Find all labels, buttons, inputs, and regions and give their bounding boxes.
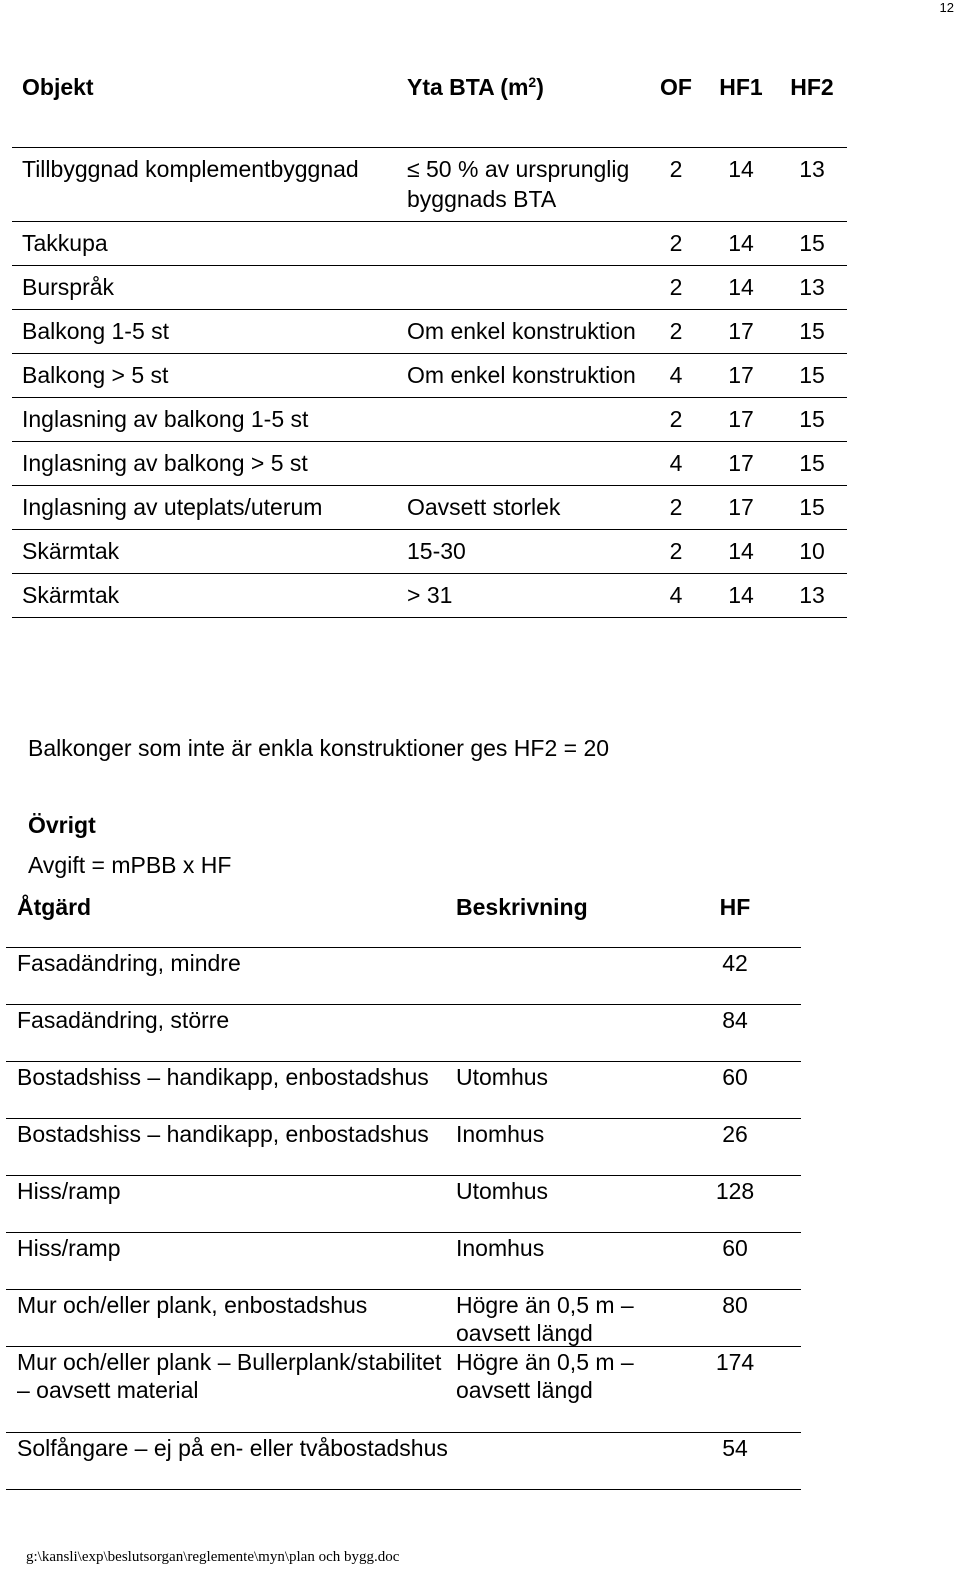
cell-yta: 15-30 [407,538,466,564]
table-row [12,574,847,618]
cell-hf1: 17 [728,494,754,520]
cell-objekt: Tillbyggnad komplementbyggnad [22,156,359,182]
cell-of: 2 [669,538,683,564]
cell-yta: Om enkel konstruktion [407,362,636,388]
cell-hf1: 17 [728,318,754,344]
cell-hf: 174 [715,1349,755,1375]
page-number: 12 [939,0,954,15]
cell-of: 2 [669,230,683,256]
header-hf1: HF1 [719,74,763,100]
cell-objekt: Skärmtak [22,538,120,564]
table-body [6,948,801,1490]
file-path-footer: g:\kansli\exp\beslutsorgan\reglemente\myn\plan och bygg.doc [26,1549,400,1565]
fee-table-objects [12,62,847,618]
table-header [6,890,801,948]
cell-beskrivning: Inomhus [456,1235,545,1261]
cell-objekt: Inglasning av balkong 1-5 st [22,406,309,432]
cell-yta [407,398,647,441]
cell-hf2: 15 [799,494,825,520]
cell-objekt: Inglasning av uteplats/uterum [22,494,323,520]
table-header [12,62,847,148]
table-row [12,310,847,354]
cell-hf1: 17 [728,450,754,476]
cell-hf: 60 [722,1235,748,1261]
cell-beskrivning: Högre än 0,5 m – oavsett längd [456,1349,634,1403]
table-row [6,1176,801,1233]
cell-yta: ≤ 50 % av ursprunglig byggnads BTA [407,156,630,212]
cell-beskrivning: Inomhus [456,1121,545,1147]
cell-of: 2 [669,274,683,300]
header-of: OF [660,74,692,100]
table-row [6,1233,801,1290]
cell-hf1: 17 [728,406,754,432]
cell-atgard: Fasadändring, större [17,1007,230,1033]
table-row [12,442,847,486]
table-body [12,148,847,618]
cell-hf: 42 [722,950,748,976]
cell-atgard: Solfångare – ej på en- eller tvåbostadshus [17,1435,448,1461]
cell-hf1: 17 [728,362,754,388]
cell-beskrivning [456,1433,691,1489]
header-objekt: Objekt [22,74,94,100]
table-row [6,948,801,1005]
cell-objekt: Inglasning av balkong > 5 st [22,450,308,476]
cell-hf2: 15 [799,230,825,256]
table-row [6,1347,801,1433]
cell-hf: 80 [722,1292,748,1318]
table-row [12,148,847,222]
cell-objekt: Balkong > 5 st [22,362,169,388]
table-row [6,1005,801,1062]
cell-hf1: 14 [728,582,754,608]
cell-hf1: 14 [728,230,754,256]
cell-beskrivning: Utomhus [456,1064,549,1090]
table-row [12,222,847,266]
cell-hf1: 14 [728,274,754,300]
fee-formula: Avgift = mPBB x HF [28,852,232,878]
cell-objekt: Burspråk [22,274,115,300]
header-beskrivning: Beskrivning [456,894,588,920]
table-row [12,530,847,574]
table-row [6,1062,801,1119]
cell-beskrivning [456,1005,691,1061]
cell-atgard: Hiss/ramp [17,1178,121,1204]
cell-hf: 128 [715,1178,755,1204]
cell-hf2: 13 [799,582,825,608]
cell-hf2: 13 [799,274,825,300]
table-row [12,486,847,530]
cell-hf2: 15 [799,450,825,476]
cell-of: 4 [669,450,683,476]
cell-yta [407,266,647,309]
cell-hf: 60 [722,1064,748,1090]
table-row [12,398,847,442]
cell-beskrivning [456,948,691,1004]
header-hf2: HF2 [790,74,834,100]
cell-objekt: Skärmtak [22,582,120,608]
table-row [12,354,847,398]
table-row [6,1119,801,1176]
cell-of: 2 [669,406,683,432]
cell-atgard: Mur och/eller plank – Bullerplank/stabilitet – oavsett material [17,1349,442,1403]
cell-yta: > 31 [407,582,453,608]
cell-hf: 84 [722,1007,748,1033]
cell-hf2: 15 [799,362,825,388]
balcony-note: Balkonger som inte är enkla konstruktioner ges HF2 = 20 [28,735,610,761]
cell-hf2: 10 [799,538,825,564]
cell-of: 2 [669,318,683,344]
fee-table-measures [6,890,801,1490]
cell-hf: 54 [722,1435,748,1461]
cell-objekt: Takkupa [22,230,108,256]
cell-beskrivning: Utomhus [456,1178,549,1204]
cell-yta: Oavsett storlek [407,494,561,520]
cell-hf2: 13 [799,156,825,182]
cell-of: 4 [669,582,683,608]
cell-of: 2 [669,156,683,182]
cell-hf: 26 [722,1121,748,1147]
cell-atgard: Hiss/ramp [17,1235,121,1261]
cell-atgard: Mur och/eller plank, enbostadshus [17,1292,368,1318]
cell-hf1: 14 [728,538,754,564]
header-atgard: Åtgärd [17,894,92,920]
cell-atgard: Bostadshiss – handikapp, enbostadshus [17,1064,429,1090]
cell-objekt: Balkong 1-5 st [22,318,170,344]
cell-beskrivning: Högre än 0,5 m – oavsett längd [456,1292,634,1346]
section-heading-ovrigt: Övrigt [28,812,96,838]
table-row [12,266,847,310]
header-yta: Yta BTA $(m^2)$ [407,74,544,100]
cell-hf2: 15 [799,406,825,432]
cell-yta [407,222,647,265]
table-row [6,1290,801,1347]
cell-hf1: 14 [728,156,754,182]
header-hf: HF [719,894,751,920]
cell-yta [407,442,647,485]
cell-hf2: 15 [799,318,825,344]
cell-of: 4 [669,362,683,388]
cell-of: 2 [669,494,683,520]
table-row [6,1433,801,1490]
cell-atgard: Fasadändring, mindre [17,950,241,976]
cell-yta: Om enkel konstruktion [407,318,636,344]
cell-atgard: Bostadshiss – handikapp, enbostadshus [17,1121,429,1147]
